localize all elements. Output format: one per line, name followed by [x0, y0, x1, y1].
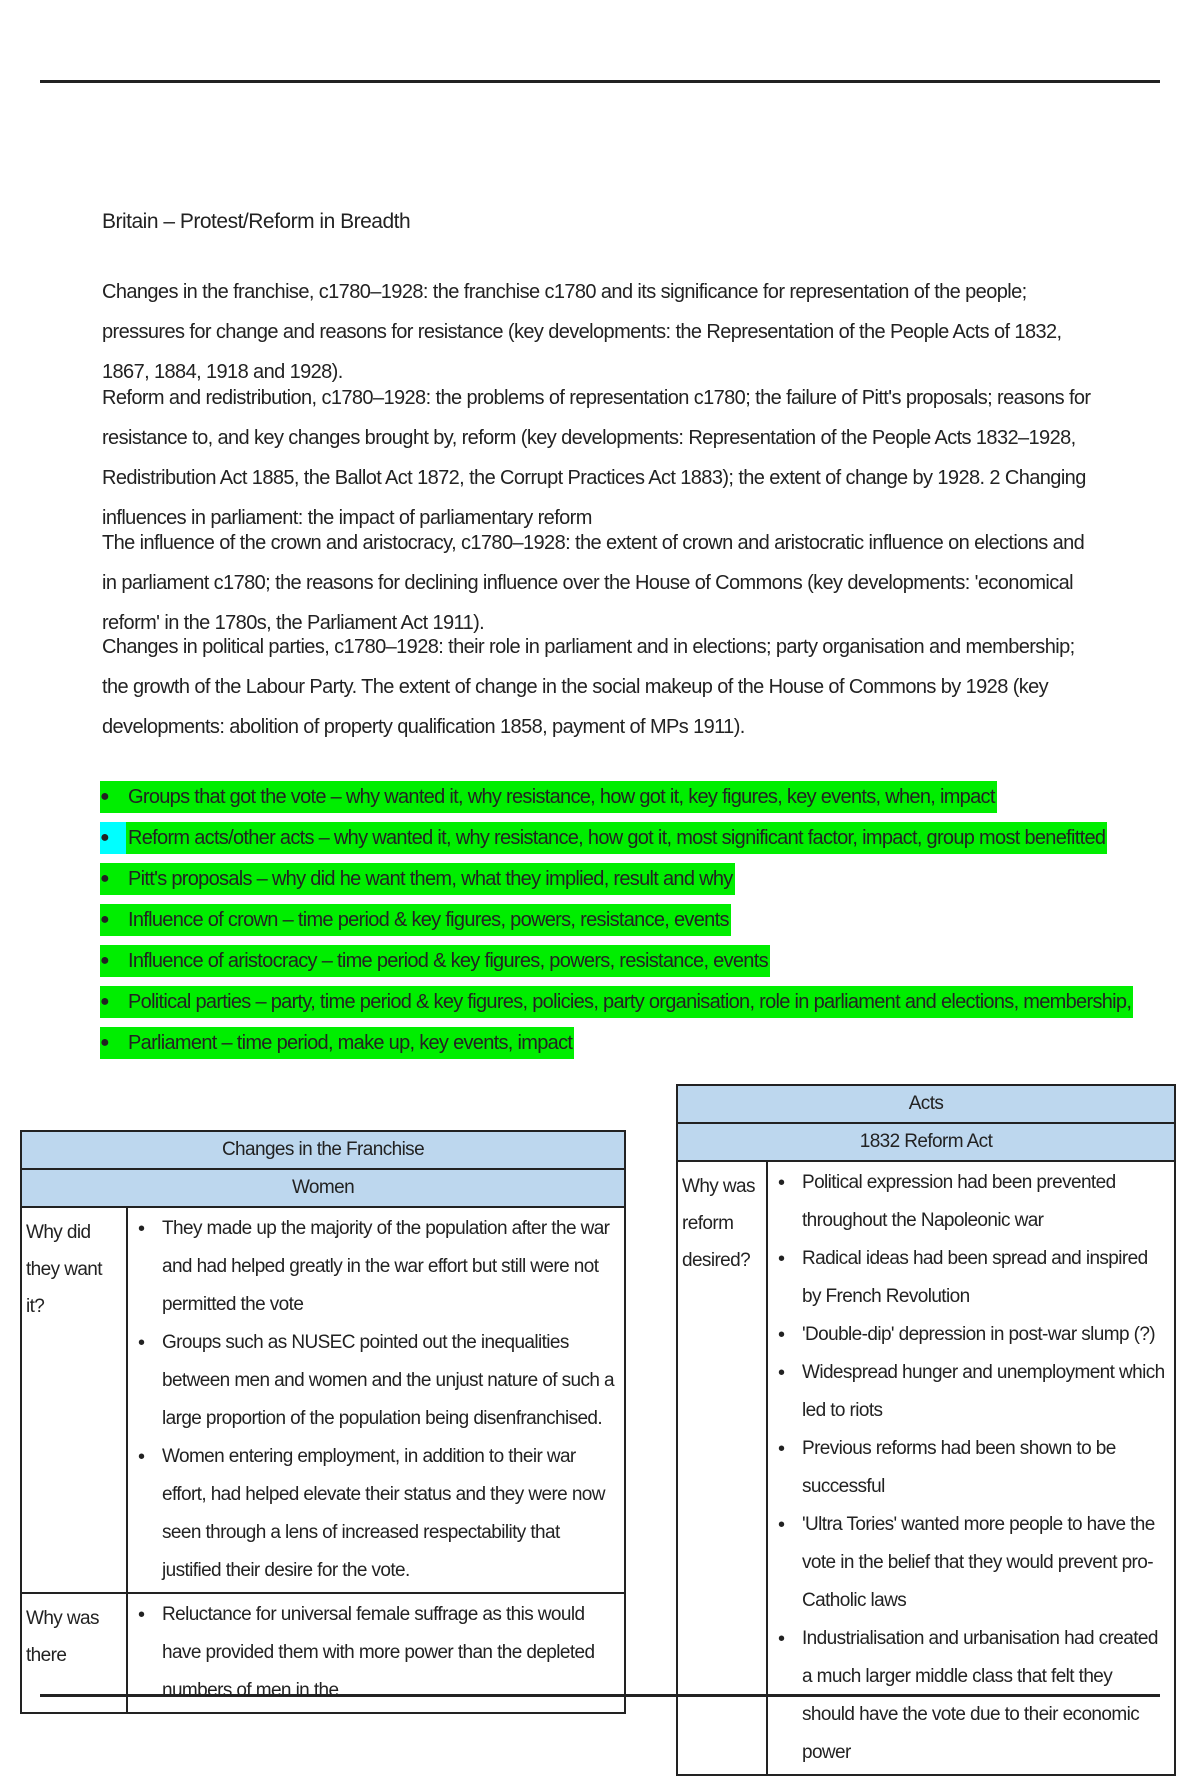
list-item: • 'Ultra Tories' wanted more people to have the vote in the belief that they would prevent pro-Catholic laws [774, 1506, 1166, 1620]
list-item: • They made up the majority of the population after the war and had helped greatly in the war effort but still were not permitted the vote [134, 1210, 616, 1324]
bullet-icon: ● [100, 904, 126, 936]
list-item: ● Groups that got the vote – why wanted it, why resistance, how got it, key figures, key events, when, impact [100, 776, 1133, 817]
bullet-icon: ● [100, 945, 126, 977]
table-subtitle: Women [21, 1169, 625, 1207]
acts-table [676, 1084, 1176, 1776]
table-subtitle: 1832 Reform Act [677, 1123, 1175, 1161]
bullet-icon: ● [100, 863, 126, 895]
paragraph-reform: Reform and redistribution, c1780–1928: the problems of representation c1780; the failure of Pitt's proposals; reasons for resistance to, and key changes brought by, reform (key developments: Representation of the People Acts 1832–1928, Redistribution Act 1885, the Ballot Act 1872, the Corrupt Practices Act 1883); the extent of change by 1928. 2 Changing influences in parliament: the impact of parliamentary reform [102, 387, 1091, 529]
row-label: Why was there [21, 1593, 127, 1713]
row-label: Why was reform desired? [677, 1161, 767, 1775]
list-item: ● Parliament – time period, make up, key events, impact [100, 1022, 1133, 1063]
bullet-icon: ● [100, 986, 126, 1018]
bullet-icon: ● [100, 822, 126, 854]
list-item: • Women entering employment, in addition to their war effort, had helped elevate their status and they were now seen through a lens of increased respectability that justified their desire for the vote. [134, 1438, 616, 1590]
paragraph-franchise: Changes in the franchise, c1780–1928: the franchise c1780 and its significance for representation of the people; pressures for change and reasons for resistance (key developments: the Representation of the People Acts of 1832, 1867, 1884, 1918 and 1928). [102, 281, 1062, 383]
list-item: ● Political parties – party, time period & key figures, policies, party organisation, role in parliament and elections, membership, [100, 981, 1133, 1022]
table-row [21, 1207, 625, 1593]
bullet-icon: ● [100, 1027, 126, 1059]
bullet-icon: ● [100, 781, 126, 813]
list-item: • Widespread hunger and unemployment which led to riots [774, 1354, 1166, 1430]
row-label: Why did they want it? [21, 1207, 127, 1593]
document-title: Britain – Protest/Reform in Breadth [102, 210, 411, 233]
list-item: • 'Double-dip' depression in post-war slump (?) [774, 1316, 1166, 1354]
bottom-rule [40, 1694, 1160, 1697]
list-item: ● Influence of crown – time period & key figures, powers, resistance, events [100, 899, 1133, 940]
top-rule [40, 80, 1160, 83]
table-row [677, 1161, 1175, 1775]
franchise-table [20, 1130, 626, 1714]
list-item: • Industrialisation and urbanisation had created a much larger middle class that felt they should have the vote due to their economic power [774, 1620, 1166, 1772]
table-title: Acts [677, 1085, 1175, 1123]
paragraph-parties: Changes in political parties, c1780–1928: their role in parliament and in elections; party organisation and membership; the growth of the Labour Party. The extent of change in the social makeup of the House of Commons by 1928 (key developments: abolition of property qualification 1858, payment of MPs 1911). [102, 636, 1075, 738]
list-item: • Political expression had been prevented throughout the Napoleonic war [774, 1164, 1166, 1240]
list-item: ● Influence of aristocracy – time period & key figures, powers, resistance, events [100, 940, 1133, 981]
table-title: Changes in the Franchise [21, 1131, 625, 1169]
highlighted-bullet-list [100, 776, 1133, 1063]
list-item: • Reluctance for universal female suffrage as this would have provided them with more power than the depleted numbers of men in the [134, 1596, 616, 1710]
paragraph-crown: The influence of the crown and aristocracy, c1780–1928: the extent of crown and aristocratic influence on elections and in parliament c1780; the reasons for declining influence over the House of Commons (key developments: 'economical reform' in the 1780s, the Parliament Act 1911). [102, 532, 1085, 634]
list-item: ● Reform acts/other acts – why wanted it, why resistance, how got it, most significant factor, impact, group most benefitted [100, 817, 1133, 858]
list-item: • Groups such as NUSEC pointed out the inequalities between men and women and the unjust nature of such a large proportion of the population being disenfranchised. [134, 1324, 616, 1438]
list-item: ● Pitt's proposals – why did he want them, what they implied, result and why [100, 858, 1133, 899]
list-item: • Previous reforms had been shown to be successful [774, 1430, 1166, 1506]
list-item: • Radical ideas had been spread and inspired by French Revolution [774, 1240, 1166, 1316]
